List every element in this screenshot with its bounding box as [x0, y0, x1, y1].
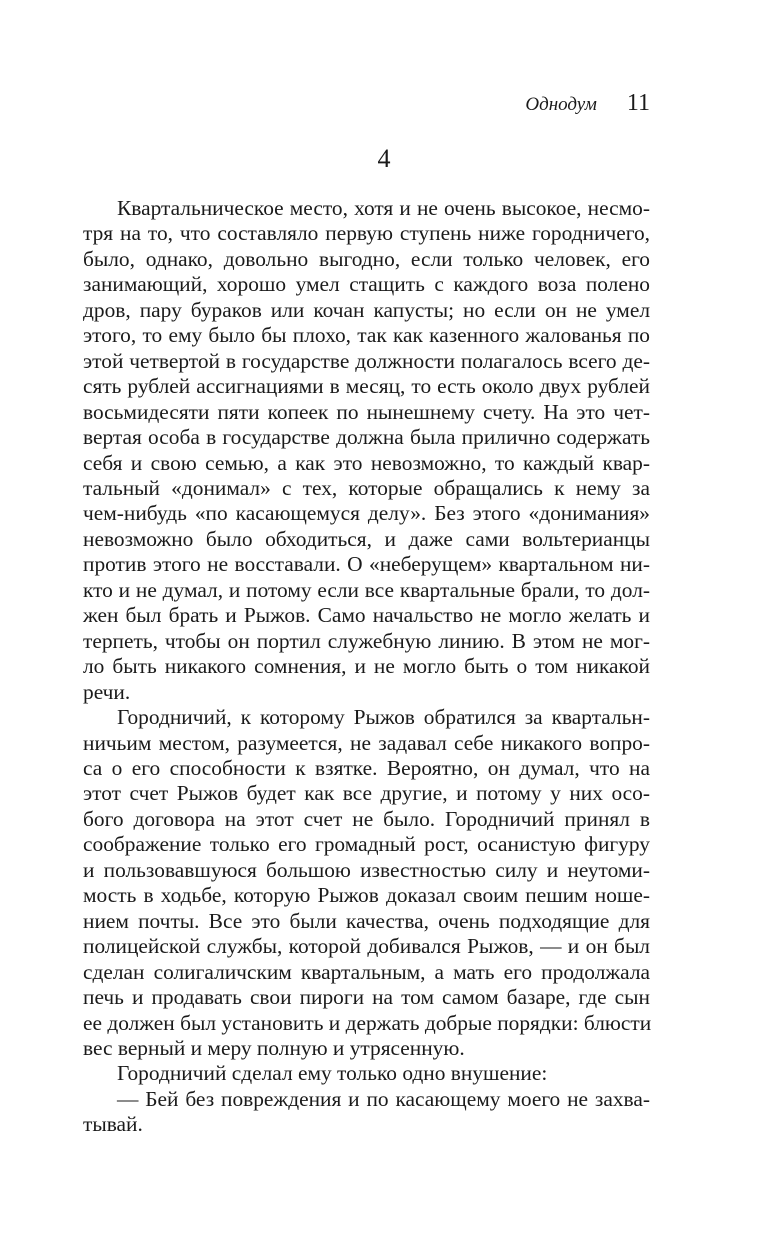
text-line: этой четвертой в государстве должности полагалось всего де-: [83, 348, 650, 373]
text-line: этого, то ему было бы плохо, так как казенного жалованья по: [83, 323, 650, 348]
page-number: 11: [626, 90, 650, 116]
text-line: себя и свою семью, а как это невозможно, то каждый квар-: [83, 450, 650, 475]
text-line: вертая особа в государстве должна была прилично содержать: [83, 425, 650, 450]
text-line: ничьим местом, разумеется, не задавал себе никакого вопро-: [83, 730, 650, 755]
text-line: занимающий, хорошо умел стащить с каждого воза полено: [83, 272, 650, 297]
text-line: нием почты. Все это были качества, очень подходящие для: [83, 908, 650, 933]
text-line: — Бей без повреждения и по касающему моего не захва-: [117, 1086, 650, 1111]
text-line: тывай.: [83, 1112, 143, 1137]
paragraph: [83, 705, 650, 1061]
text-line: Городничий сделал ему только одно внушение:: [117, 1061, 548, 1086]
text-line: Городничий, к которому Рыжов обратился за квартальн-: [117, 705, 650, 730]
body-text: [83, 196, 650, 1138]
text-line: вес верный и меру полную и утрясенную.: [83, 1035, 465, 1060]
text-line: восьмидесяти пяти копеек по нынешнему счету. На это чет-: [83, 399, 650, 424]
text-line: этот счет Рыжов будет как все другие, и потому у них осо-: [83, 781, 650, 806]
text-line: было, однако, довольно выгодно, если только человек, его: [83, 246, 650, 271]
running-header: [525, 90, 650, 117]
text-line: мость в ходьбе, которую Рыжов доказал своим пешим ноше-: [83, 883, 650, 908]
paragraph: [83, 1061, 650, 1086]
text-line: сделан солигаличским квартальным, а мать его продолжала: [83, 959, 650, 984]
text-line: тря на то, что составляло первую ступень ниже городничего,: [83, 221, 650, 246]
text-line: са о его способности к взятке. Вероятно, он думал, что на: [83, 755, 650, 780]
paragraph: [83, 1087, 650, 1138]
text-line: терпеть, чтобы он портил служебную линию. В этом не мог-: [83, 628, 650, 653]
text-line: Квартальническое место, хотя и не очень высокое, несмо-: [117, 196, 650, 220]
text-line: речи.: [83, 679, 131, 704]
text-line: полицейской службы, которой добивался Рыжов, — и он был: [83, 934, 650, 959]
text-line: против этого не восставали. О «неберущем» квартальном ни-: [83, 552, 650, 577]
chapter-number: 4: [377, 144, 391, 173]
text-line: сять рублей ассигнациями в месяц, то есть около двух рублей: [83, 374, 650, 399]
running-title: Однодум: [525, 94, 597, 115]
text-line: и пользовавшуюся большою известностью силу и неутоми-: [83, 857, 650, 882]
paragraph: [83, 196, 650, 705]
text-line: невозможно было обходиться, и даже сами вольтерианцы: [83, 526, 650, 551]
text-line: жен был брать и Рыжов. Само начальство не могло желать и: [83, 603, 650, 628]
text-line: ее должен был установить и держать добрые порядки: блюсти: [83, 1010, 652, 1035]
text-line: бого договора на этот счет не было. Городничий принял в: [83, 806, 650, 831]
text-line: печь и продавать свои пироги на том самом базаре, где сын: [83, 985, 650, 1010]
text-line: дров, пару бураков или кочан капусты; но если он не умел: [83, 297, 650, 322]
text-line: чем-нибудь «по касающемуся делу». Без этого «донимания»: [83, 501, 650, 526]
text-line: тальный «донимал» с тех, которые обращались к нему за: [83, 475, 650, 500]
text-line: ло быть никакого сомнения, и не могло быть о том никакой: [83, 654, 650, 679]
text-line: соображение только его громадный рост, осанистую фигуру: [83, 832, 650, 857]
text-line: кто и не думал, и потому если все квартальные брали, то дол-: [83, 577, 650, 602]
